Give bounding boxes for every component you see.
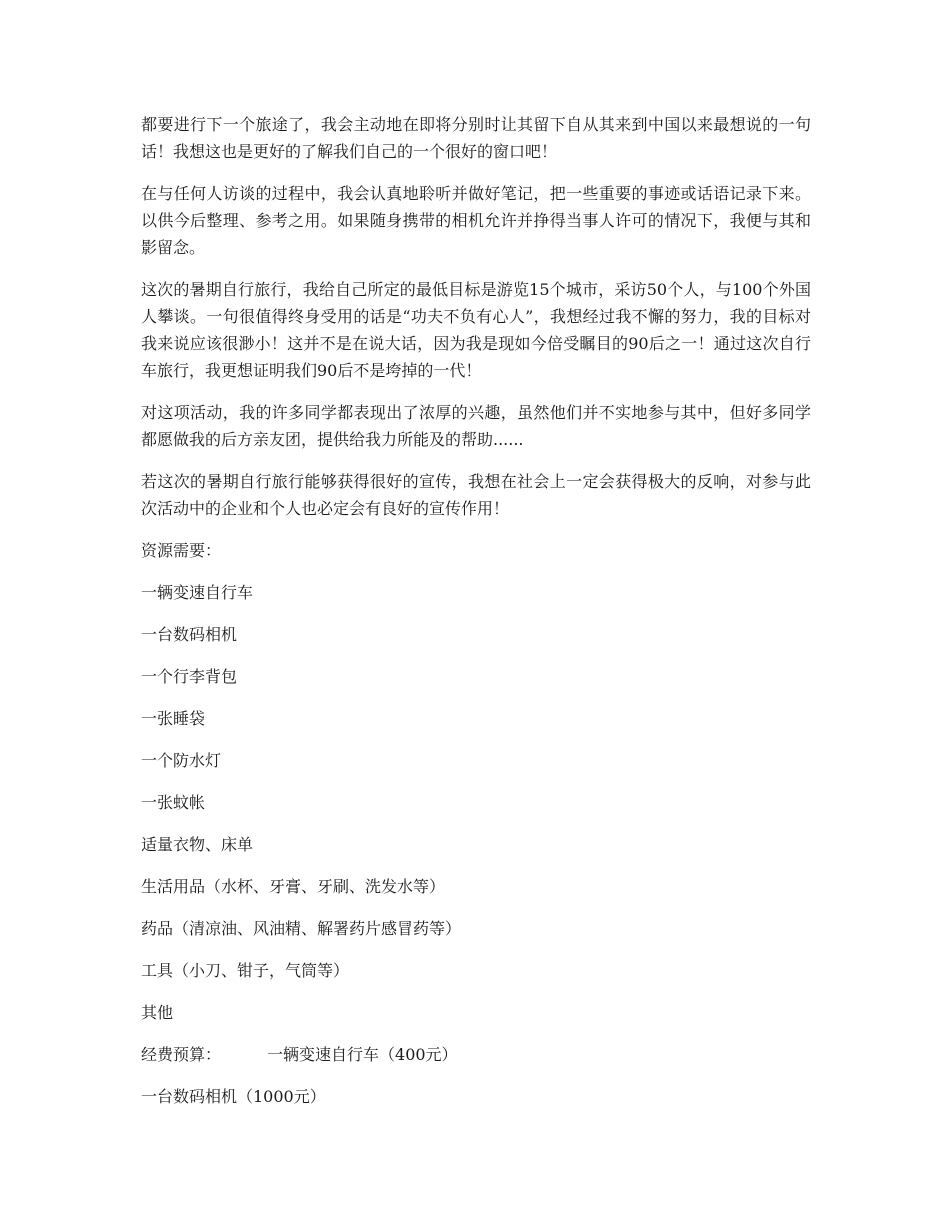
budget-heading: 经费预算： xyxy=(141,1045,222,1064)
budget-line xyxy=(141,1041,811,1068)
paragraph-interview-notes: 在与任何人访谈的过程中，我会认真地聆听并做好笔记，把一些重要的事迹或话语记录下来。以供今后整理、参考之用。如果随身携带的相机允许并挣得当事人许可的情况下，我便与其和影留念。 xyxy=(141,184,811,257)
document-body xyxy=(141,111,811,1125)
resource-item: 一张睡袋 xyxy=(141,709,206,728)
resource-item: 一台数码相机 xyxy=(141,625,238,644)
resource-item: 一张蚊帐 xyxy=(141,793,206,812)
resource-item: 一辆变速自行车 xyxy=(141,583,254,602)
budget-item: 一台数码相机（1000元） xyxy=(141,1087,326,1106)
resource-item: 生活用品（水杯、牙膏、牙刷、洗发水等） xyxy=(141,877,446,896)
resources-heading: 资源需要： xyxy=(141,541,222,560)
resource-item: 药品（清凉油、风油精、解署药片感冒药等） xyxy=(141,919,462,938)
paragraph-goals: 这次的暑期自行旅行，我给自己所定的最低目标是游览15个城市，采访50个人，与100个外国人攀谈。一句很值得终身受用的话是“功夫不负有心人”，我想经过我不懈的努力，我的目标对我来说应该很渺小！这并不是在说大话，因为我是现如今倍受瞩目的90后之一！通过这次自行车旅行，我更想证明我们90后不是垮掉的一代！ xyxy=(141,280,811,380)
paragraph-classmates-support: 对这项活动，我的许多同学都表现出了浓厚的兴趣，虽然他们并不实地参与其中，但好多同学都愿做我的后方亲友团，提供给我力所能及的帮助...... xyxy=(141,403,811,449)
resource-item: 一个行李背包 xyxy=(141,667,238,686)
resource-item: 其他 xyxy=(141,1003,174,1022)
paragraph-publicity: 若这次的暑期自行旅行能够获得很好的宣传，我想在社会上一定会获得极大的反响，对参与此次活动中的企业和个人也必定会有良好的宣传作用！ xyxy=(141,472,811,518)
resource-item: 适量衣物、床单 xyxy=(141,835,254,854)
paragraph-farewell: 都要进行下一个旅途了，我会主动地在即将分别时让其留下自从其来到中国以来最想说的一句话！我想这也是更好的了解我们自己的一个很好的窗口吧！ xyxy=(141,115,811,161)
resource-item: 工具（小刀、钳子，气筒等） xyxy=(141,961,350,980)
resource-item: 一个防水灯 xyxy=(141,751,222,770)
budget-item: 一辆变速自行车（400元） xyxy=(267,1045,458,1064)
